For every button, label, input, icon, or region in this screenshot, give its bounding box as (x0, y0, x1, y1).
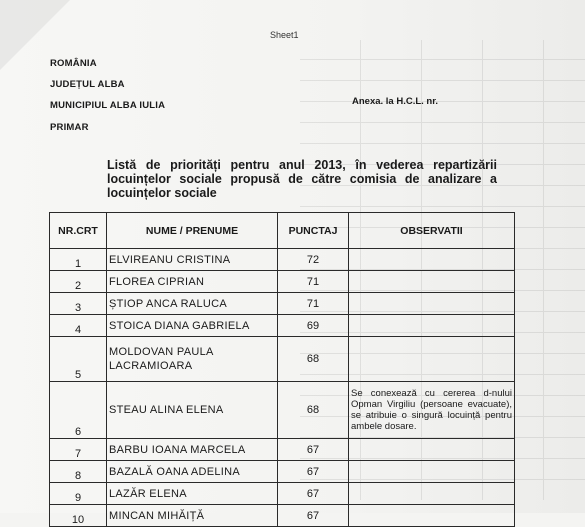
row-score: 71 (278, 293, 349, 315)
column-header-nr: NR.CRT (50, 213, 107, 249)
row-observations (349, 315, 515, 337)
table-header-row (50, 213, 515, 249)
row-name: BAZALĂ OANA ADELINA (107, 461, 278, 483)
row-name: BARBU IOANA MARCELA (107, 439, 278, 461)
header-county: JUDEȚUL ALBA (50, 79, 125, 90)
row-score: 67 (278, 439, 349, 461)
row-name: FLOREA CIPRIAN (107, 271, 278, 293)
table-row (50, 337, 515, 382)
document-title: Listă de priorități pentru anul 2013, în vederea repartizării locuințelor sociale propusă de către comisia de analizare a locuințelor sociale (107, 158, 497, 200)
table-row (50, 293, 515, 315)
table-row (50, 271, 515, 293)
row-number: 1 (50, 249, 107, 271)
row-observations (349, 249, 515, 271)
row-number: 8 (50, 461, 107, 483)
row-score: 68 (278, 337, 349, 382)
column-header-observations: OBSERVATII (349, 213, 515, 249)
row-number: 6 (50, 382, 107, 439)
sheet-label: Sheet1 (270, 30, 299, 40)
table-row (50, 249, 515, 271)
row-name: LAZĂR ELENA (107, 483, 278, 505)
row-number: 4 (50, 315, 107, 337)
table-row (50, 461, 515, 483)
table-row (50, 315, 515, 337)
row-observations (349, 337, 515, 382)
row-number: 7 (50, 439, 107, 461)
table-row (50, 439, 515, 461)
table-row (50, 382, 515, 439)
row-name: MOLDOVAN PAULA LACRAMIOARA (107, 337, 278, 382)
row-observations (349, 271, 515, 293)
row-number: 10 (50, 505, 107, 527)
row-observations (349, 461, 515, 483)
row-score: 67 (278, 505, 349, 527)
row-score: 67 (278, 483, 349, 505)
column-header-score: PUNCTAJ (278, 213, 349, 249)
row-name: STEAU ALINA ELENA (107, 382, 278, 439)
header-municipality: MUNICIPIUL ALBA IULIA (50, 100, 166, 111)
row-name: ȘTIOP ANCA RALUCA (107, 293, 278, 315)
row-number: 9 (50, 483, 107, 505)
row-observations (349, 439, 515, 461)
row-observations (349, 293, 515, 315)
row-score: 68 (278, 382, 349, 439)
column-header-name: NUME / PRENUME (107, 213, 278, 249)
row-name: MINCAN MIHĂIȚĂ (107, 505, 278, 527)
table-row (50, 483, 515, 505)
priority-table (49, 212, 515, 527)
row-observations (349, 483, 515, 505)
annex-reference: Anexa. la H.C.L. nr. (352, 96, 439, 107)
row-score: 72 (278, 249, 349, 271)
row-name: STOICA DIANA GABRIELA (107, 315, 278, 337)
header-mayor: PRIMAR (50, 122, 89, 133)
row-score: 67 (278, 461, 349, 483)
row-number: 5 (50, 337, 107, 382)
table-row (50, 505, 515, 527)
row-score: 71 (278, 271, 349, 293)
header-country: ROMÂNIA (50, 58, 97, 69)
row-number: 2 (50, 271, 107, 293)
row-observations (349, 505, 515, 527)
row-observations: Se conexează cu cererea d-nului Opman Virgiliu (persoane evacuate), se atribuie o singură locuință pentru ambele dosare. (349, 382, 515, 439)
row-name: ELVIREANU CRISTINA (107, 249, 278, 271)
row-number: 3 (50, 293, 107, 315)
row-score: 69 (278, 315, 349, 337)
